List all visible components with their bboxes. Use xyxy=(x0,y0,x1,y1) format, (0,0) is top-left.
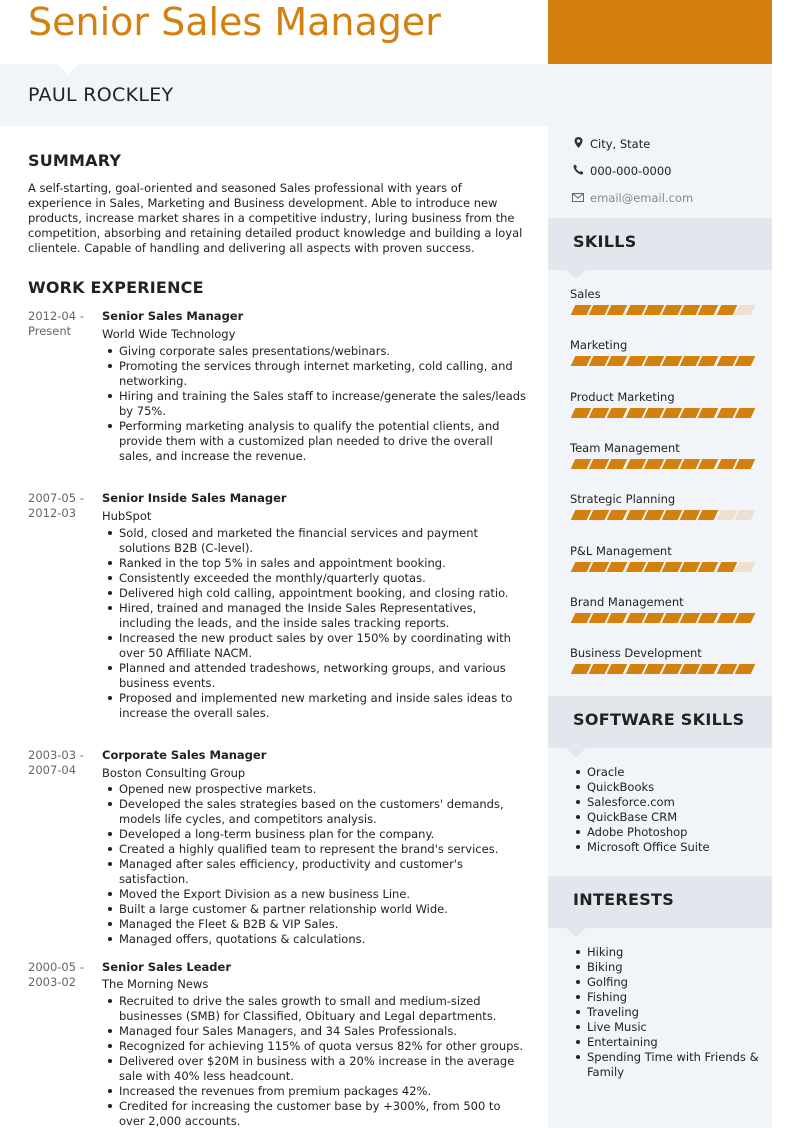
skill-name: Sales xyxy=(570,287,601,301)
skill-level-segment xyxy=(607,459,628,469)
skill-level-segment xyxy=(716,305,737,315)
list-item: Managed four Sales Managers, and 34 Sales Professionals. xyxy=(119,1024,529,1039)
software-header-notch xyxy=(566,748,586,757)
job-title: Senior Inside Sales Manager xyxy=(102,491,287,505)
skill-level-bar xyxy=(571,510,753,520)
job-bullets xyxy=(119,344,529,464)
job-company: The Morning News xyxy=(102,977,209,991)
list-item: Golfing xyxy=(587,975,762,990)
skill-level-segment xyxy=(716,459,737,469)
job-bullets xyxy=(119,994,529,1128)
skill-level-segment xyxy=(607,510,628,520)
list-item: Traveling xyxy=(587,1005,762,1020)
skill-level-segment xyxy=(625,459,646,469)
skill-level-segment xyxy=(698,459,719,469)
skill-name: Strategic Planning xyxy=(570,492,676,507)
list-item: QuickBooks xyxy=(587,780,762,795)
skill-level-segment xyxy=(643,408,664,418)
skill-level-segment xyxy=(698,510,719,520)
skill-level-segment xyxy=(698,408,719,418)
list-item: Performing marketing analysis to qualify the potential clients, and provide them with a customized plan needed to drive the overall sales, and increase the revenue. xyxy=(119,419,529,464)
skill-level-bar xyxy=(571,408,753,418)
skill-level-segment xyxy=(716,510,737,520)
skill-name: Product Marketing xyxy=(570,389,675,404)
list-item: Giving corporate sales presentations/webinars. xyxy=(119,344,529,359)
list-item: Promoting the services through internet marketing, cold calling, and networking. xyxy=(119,359,529,389)
skills-header xyxy=(548,218,772,270)
job-company: World Wide Technology xyxy=(102,327,236,341)
skill-level-segment xyxy=(716,408,737,418)
candidate-name: PAUL ROCKLEY xyxy=(28,84,174,106)
list-item: Built a large customer & partner relationship world Wide. xyxy=(119,902,529,917)
list-item: Microsoft Office Suite xyxy=(587,840,762,855)
skill-level-segment xyxy=(625,562,646,572)
skill-level-segment xyxy=(716,613,737,623)
list-item: Increased the revenues from premium packages 42%. xyxy=(119,1084,529,1099)
interests-header xyxy=(548,876,772,928)
skill-level-segment xyxy=(625,408,646,418)
list-item: Biking xyxy=(587,960,762,975)
contact-phone xyxy=(572,164,671,178)
job-company: Boston Consulting Group xyxy=(102,766,246,780)
job-title: Corporate Sales Manager xyxy=(102,748,267,762)
map-pin-icon xyxy=(572,137,584,151)
software-list xyxy=(587,765,762,855)
skill-name: Business Development xyxy=(570,646,702,661)
skill-level-segment xyxy=(698,562,719,572)
skill-name: Brand Management xyxy=(570,594,684,609)
skill-level-segment xyxy=(734,356,755,366)
interests-header-notch xyxy=(566,928,586,937)
list-item: Hiring and training the Sales staff to increase/generate the sales/leads by 75%. xyxy=(119,389,529,419)
list-item: Managed after sales efficiency, productivity and customer's satisfaction. xyxy=(119,857,529,887)
software-heading: SOFTWARE SKILLS xyxy=(573,710,745,729)
job-date: 2007-05 - 2012-03 xyxy=(28,491,84,520)
skill-level-segment xyxy=(625,664,646,674)
skill-level-bar xyxy=(571,613,753,623)
list-item: Managed the Fleet & B2B & VIP Sales. xyxy=(119,917,529,932)
contact-email[interactable] xyxy=(572,191,693,205)
skill-level-bar xyxy=(571,356,753,366)
list-item: Proposed and implemented new marketing and inside sales ideas to increase the overall sales. xyxy=(119,691,529,721)
list-item: Developed a long-term business plan for the company. xyxy=(119,827,529,842)
list-item: Entertaining xyxy=(587,1035,762,1050)
summary-heading: SUMMARY xyxy=(28,151,122,170)
skill-level-segment xyxy=(734,408,755,418)
resume-title: Senior Sales Manager xyxy=(28,0,441,44)
list-item: Hired, trained and managed the Inside Sales Representatives, including the leads, and the inside sales tracking reports. xyxy=(119,601,529,631)
skill-level-bar xyxy=(571,459,753,469)
summary-text: A self-starting, goal-oriented and seasoned Sales professional with years of experience in Sales, Marketing and Business development. Able to introduce new products, increase market shares in a competitive industry, luring business from the competition, absorbing and retaining detailed product knowledge and building a loyal clientele. Capable of handling and delivering all aspects with proven success. xyxy=(28,181,523,255)
list-item: Moved the Export Division as a new business Line. xyxy=(119,887,529,902)
list-item: Salesforce.com xyxy=(587,795,762,810)
list-item: Consistently exceeded the monthly/quarterly quotas. xyxy=(119,571,529,586)
list-item: Opened new prospective markets. xyxy=(119,782,529,797)
job-date: 2012-04 - Present xyxy=(28,309,84,338)
header-accent-block xyxy=(548,0,772,64)
list-item: Credited for increasing the customer base by +300%, from 500 to over 2,000 accounts. xyxy=(119,1099,529,1128)
list-item: Increased the new product sales by over 150% by coordinating with over 50 Affiliate NACM. xyxy=(119,631,529,661)
skill-level-segment xyxy=(698,356,719,366)
skill-level-segment xyxy=(607,562,628,572)
skill-level-segment xyxy=(607,613,628,623)
job-date: 2003-03 - 2007-04 xyxy=(28,748,84,777)
contact-location xyxy=(572,137,650,151)
skill-level-bar xyxy=(571,664,753,674)
phone-icon xyxy=(572,164,584,178)
mail-icon xyxy=(572,192,584,205)
list-item: Ranked in the top 5% in sales and appointment booking. xyxy=(119,556,529,571)
list-item: Developed the sales strategies based on the customers' demands, models life cycles, and competitors analysis. xyxy=(119,797,529,827)
list-item: Planned and attended tradeshows, networking groups, and various business events. xyxy=(119,661,529,691)
job-bullets xyxy=(119,526,529,721)
list-item: Oracle xyxy=(587,765,762,780)
skill-level-segment xyxy=(734,510,755,520)
skill-level-segment xyxy=(716,562,737,572)
skill-level-segment xyxy=(698,305,719,315)
phone-text: 000-000-0000 xyxy=(590,164,672,178)
skill-level-segment xyxy=(734,459,755,469)
skill-name: Marketing xyxy=(570,338,628,353)
list-item: Managed offers, quotations & calculations. xyxy=(119,932,529,947)
list-item: Adobe Photoshop xyxy=(587,825,762,840)
list-item: Delivered high cold calling, appointment booking, and closing ratio. xyxy=(119,586,529,601)
skill-level-segment xyxy=(607,356,628,366)
skills-header-notch xyxy=(566,270,586,279)
skill-level-segment xyxy=(643,562,664,572)
list-item: Fishing xyxy=(587,990,762,1005)
skill-level-segment xyxy=(698,664,719,674)
skill-name: P&L Management xyxy=(570,543,672,558)
list-item: Delivered over $20M in business with a 20% increase in the average sale with 40% less headcount. xyxy=(119,1054,529,1084)
skill-level-segment xyxy=(734,305,755,315)
skill-level-segment xyxy=(734,664,755,674)
job-company: HubSpot xyxy=(102,509,152,523)
list-item: Recruited to drive the sales growth to small and medium-sized businesses (SMB) for Classified, Obituary and Legal departments. xyxy=(119,994,529,1024)
skill-level-segment xyxy=(607,408,628,418)
software-header xyxy=(548,696,772,748)
list-item: QuickBase CRM xyxy=(587,810,762,825)
list-item: Recognized for achieving 115% of quota versus 82% for other groups. xyxy=(119,1039,529,1054)
location-text: City, State xyxy=(590,137,651,151)
skill-level-segment xyxy=(607,664,628,674)
skills-heading: SKILLS xyxy=(573,232,637,251)
title-bar xyxy=(0,0,548,64)
interests-list xyxy=(587,945,762,1080)
skill-level-segment xyxy=(698,613,719,623)
job-bullets xyxy=(119,782,529,947)
skill-level-segment xyxy=(734,613,755,623)
skill-level-segment xyxy=(625,613,646,623)
list-item: Spending Time with Friends & Family xyxy=(587,1050,762,1080)
skill-name: Team Management xyxy=(570,440,680,455)
work-heading: WORK EXPERIENCE xyxy=(28,278,204,297)
job-title: Senior Sales Manager xyxy=(102,309,244,323)
skill-level-segment xyxy=(625,510,646,520)
name-bar-notch xyxy=(57,64,79,74)
skill-level-segment xyxy=(716,664,737,674)
interests-heading: INTERESTS xyxy=(573,890,675,909)
skill-level-bar xyxy=(571,562,753,572)
skill-level-segment xyxy=(734,562,755,572)
list-item: Created a highly qualified team to represent the brand's services. xyxy=(119,842,529,857)
job-date: 2000-05 - 2003-02 xyxy=(28,960,84,989)
skill-level-segment xyxy=(607,305,628,315)
list-item: Hiking xyxy=(587,945,762,960)
skill-level-segment xyxy=(625,305,646,315)
job-title: Senior Sales Leader xyxy=(102,960,232,974)
list-item: Live Music xyxy=(587,1020,762,1035)
skill-level-bar xyxy=(571,305,753,315)
list-item: Sold, closed and marketed the financial services and payment solutions B2B (C-level). xyxy=(119,526,529,556)
email-text[interactable]: email@email.com xyxy=(590,191,694,205)
